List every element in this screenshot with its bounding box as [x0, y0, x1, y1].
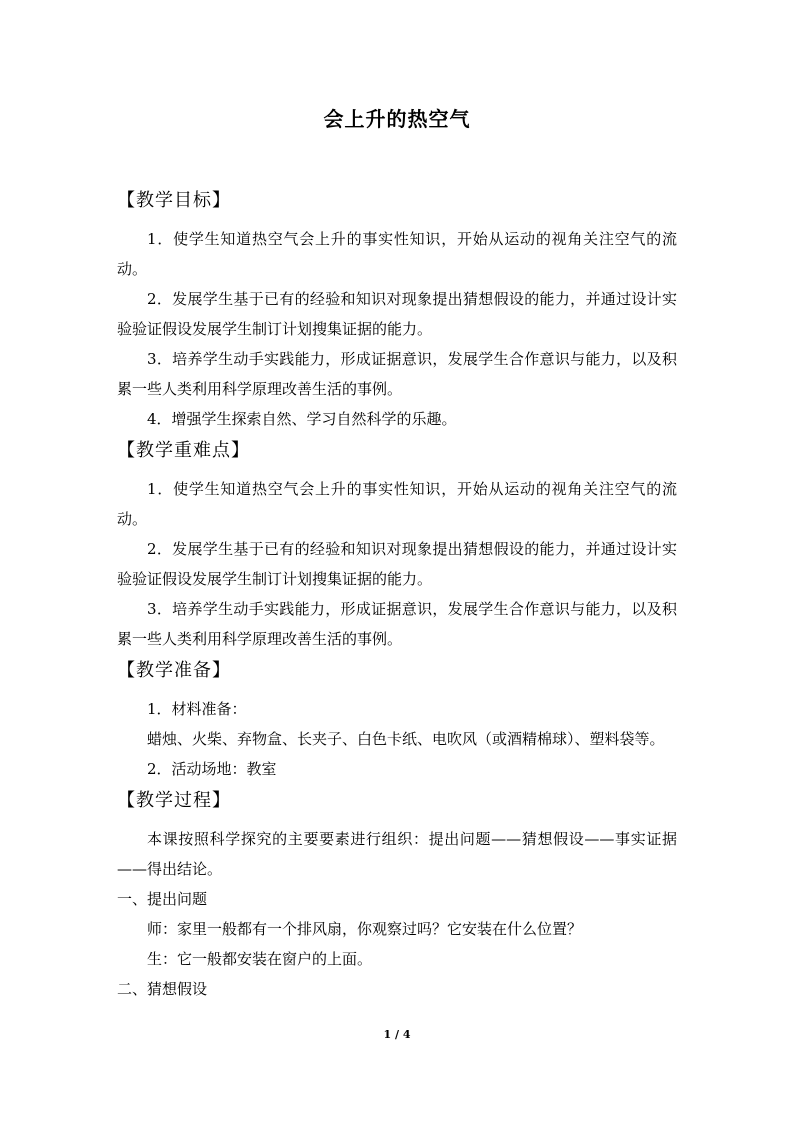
section-heading-objectives: 【教学目标】 [117, 190, 231, 211]
objective-item: 4．增强学生探索自然、学习自然科学的乐趣。 [147, 410, 457, 428]
process-intro: 本课按照科学探究的主要要素进行组织：提出问题——猜想假设——事实证据——得出结论。 [117, 830, 677, 878]
key-point-item: 1．使学生知道热空气会上升的事实性知识，开始从运动的视角关注空气的流动。 [117, 480, 677, 528]
dialogue-line: 师：家里一般都有一个排风扇，你观察过吗？它安装在什么位置？ [147, 920, 583, 938]
key-point-item: 3．培养学生动手实践能力，形成证据意识，发展学生合作意识与能力，以及积累一些人类利用科学原理改善生活的事例。 [117, 600, 677, 648]
preparation-item: 蜡烛、火柴、弃物盒、长夹子、白色卡纸、电吹风（或酒精棉球）、塑料袋等。 [147, 730, 665, 748]
section-heading-key-points: 【教学重难点】 [117, 440, 250, 461]
section-heading-process: 【教学过程】 [117, 790, 231, 811]
page-number: 1 / 4 [383, 1028, 411, 1041]
objective-item: 2．发展学生基于已有的经验和知识对现象提出猜想假设的能力，并通过设计实验验证假设发展学生制订计划搜集证据的能力。 [117, 290, 677, 338]
document-body [117, 184, 677, 1004]
step-title: 一、提出问题 [117, 890, 208, 908]
objective-item: 1．使学生知道热空气会上升的事实性知识，开始从运动的视角关注空气的流动。 [117, 230, 677, 278]
key-point-item: 2．发展学生基于已有的经验和知识对现象提出猜想假设的能力，并通过设计实验验证假设发展学生制订计划搜集证据的能力。 [117, 540, 677, 588]
preparation-item: 2．活动场地：教室 [147, 760, 277, 778]
step-title: 二、猜想假设 [117, 980, 208, 998]
document-title: 会上升的热空气 [323, 107, 471, 131]
preparation-item: 1．材料准备： [147, 700, 247, 718]
dialogue-line: 生：它一般都安装在窗户的上面。 [147, 950, 373, 968]
section-heading-preparation: 【教学准备】 [117, 660, 231, 681]
objective-item: 3．培养学生动手实践能力，形成证据意识，发展学生合作意识与能力，以及积累一些人类利用科学原理改善生活的事例。 [117, 350, 677, 398]
